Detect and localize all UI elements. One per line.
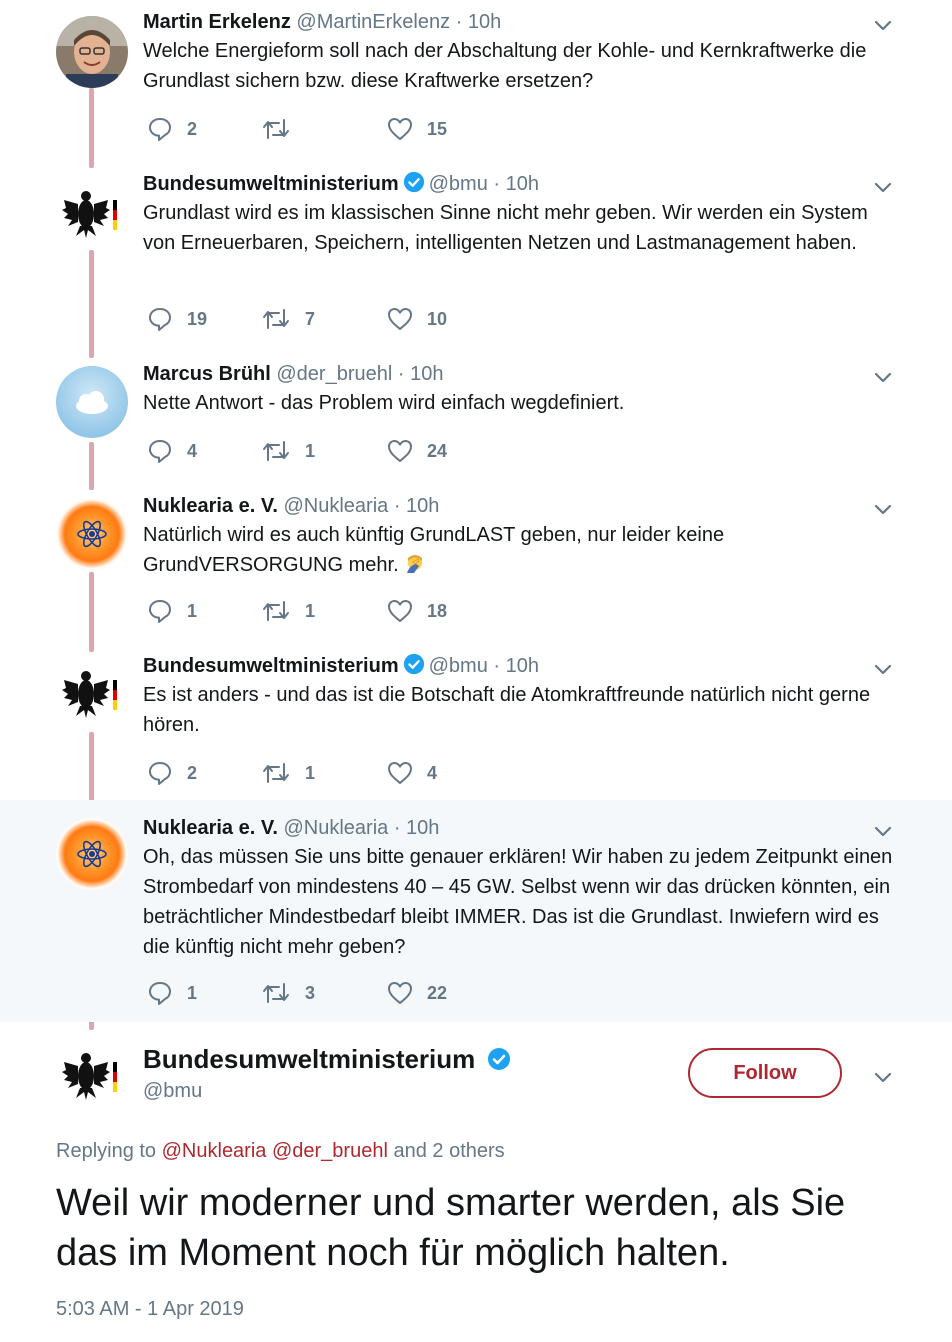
tweet-text (143, 198, 903, 258)
like-icon (387, 760, 413, 786)
reply-icon (147, 116, 173, 142)
replies-count: 19 (187, 308, 208, 329)
tweet-text-content: Grundlast wird es im klassischen Sinne nicht mehr geben. Wir werden ein System von Erneuerbaren, Speichern, intelligenten Netzen und Lastmanagement haben. (143, 202, 868, 254)
tweet-header (143, 171, 539, 197)
chevron-down-icon[interactable] (872, 176, 894, 198)
reply-icon (147, 306, 173, 332)
like-button[interactable] (387, 114, 447, 144)
avatar[interactable] (56, 818, 128, 890)
retweets-count: 1 (305, 762, 316, 783)
retweet-icon (261, 438, 291, 464)
main-author-handle[interactable]: @bmu (143, 1080, 203, 1102)
verified-badge-icon (487, 1047, 511, 1071)
tweet-header (143, 361, 443, 387)
retweet-icon (261, 980, 291, 1006)
likes-count: 15 (427, 118, 448, 139)
reply-button[interactable] (147, 436, 197, 466)
tweet-text (143, 388, 903, 418)
author-handle[interactable]: @Nuklearia (283, 495, 389, 517)
author-name[interactable]: Marcus Brühl (143, 363, 271, 385)
avatar[interactable] (56, 366, 128, 438)
main-tweet-text: Weil wir moderner und smarter werden, als Sie das im Moment noch für möglich halten. (56, 1182, 846, 1274)
tweet-text-content: Oh, das müssen Sie uns bitte genauer erklären! Wir haben zu jedem Zeitpunkt einen Strombedarf von mindestens 40 – 45 GW. Selbst wenn wir das drücken könnten, ein beträchtlicher Mindestbedarf bleibt IMMER. Das ist die Grundlast. Inwiefern wird es die künftig nicht mehr geben? (143, 846, 893, 958)
like-icon (387, 438, 413, 464)
tweet-time[interactable]: · 10h (397, 363, 444, 385)
author-name[interactable]: Nuklearia e. V. (143, 495, 278, 517)
reply-button[interactable] (147, 596, 197, 626)
tweet-text-content: Natürlich wird es auch künftig GrundLAST geben, nur leider keine GrundVERSORGUNG mehr. (143, 524, 725, 576)
avatar[interactable] (56, 178, 128, 250)
avatar[interactable] (56, 498, 128, 570)
like-icon (387, 598, 413, 624)
author-name[interactable]: Nuklearia e. V. (143, 817, 278, 839)
tweet-header (143, 653, 539, 679)
reply-icon (147, 980, 173, 1006)
reply-button[interactable] (147, 978, 197, 1008)
like-icon (387, 116, 413, 142)
retweet-button[interactable] (261, 304, 315, 334)
like-icon (387, 980, 413, 1006)
chevron-down-icon[interactable] (872, 498, 894, 520)
likes-count: 24 (427, 440, 448, 461)
like-button[interactable] (387, 436, 447, 466)
verified-badge-icon (403, 653, 425, 675)
replies-count: 2 (187, 762, 198, 783)
tweet-header (143, 493, 439, 519)
likes-count: 10 (427, 308, 448, 329)
retweets-count: 1 (305, 600, 316, 621)
tweet-time[interactable]: · 10h (455, 11, 502, 33)
tweet-header (143, 9, 501, 35)
replying-others-link[interactable]: and 2 others (393, 1140, 505, 1162)
author-name[interactable]: Bundesumweltministerium (143, 173, 399, 195)
chevron-down-icon[interactable] (872, 658, 894, 680)
replies-count: 1 (187, 982, 198, 1003)
author-handle[interactable]: @der_bruehl (276, 363, 393, 385)
tweet-time[interactable]: · 10h (493, 173, 539, 195)
retweet-icon (261, 116, 291, 142)
reply-button[interactable] (147, 114, 197, 144)
chevron-down-icon[interactable] (872, 1066, 894, 1088)
author-handle[interactable]: @bmu (428, 655, 488, 677)
like-button[interactable] (387, 596, 447, 626)
reply-icon (147, 598, 173, 624)
avatar[interactable] (56, 658, 128, 730)
retweet-icon (261, 306, 291, 332)
retweet-button[interactable] (261, 596, 315, 626)
verified-badge-icon (403, 171, 425, 193)
replies-count: 2 (187, 118, 198, 139)
eagle-logo-icon (56, 1040, 128, 1112)
retweet-button[interactable] (261, 114, 305, 144)
reply-icon (147, 438, 173, 464)
like-button[interactable] (387, 304, 447, 334)
facepalm-emoji-icon (404, 553, 426, 575)
tweet-time[interactable]: · 10h (493, 655, 539, 677)
avatar[interactable] (56, 16, 128, 88)
avatar[interactable] (56, 1040, 128, 1112)
replies-count: 1 (187, 600, 198, 621)
author-handle[interactable]: @bmu (428, 173, 488, 195)
reply-button[interactable] (147, 304, 207, 334)
retweets-count: 3 (305, 982, 316, 1003)
reply-button[interactable] (147, 758, 197, 788)
retweet-button[interactable] (261, 978, 315, 1008)
author-handle[interactable]: @MartinErkelenz (296, 11, 451, 33)
author-handle[interactable]: @Nuklearia (283, 817, 389, 839)
tweet-header (143, 815, 439, 841)
chevron-down-icon[interactable] (872, 820, 894, 842)
replying-prefix: Replying to (56, 1140, 157, 1162)
tweet-text (143, 520, 903, 580)
author-name[interactable]: Bundesumweltministerium (143, 655, 399, 677)
like-icon (387, 306, 413, 332)
follow-button[interactable]: Follow (688, 1048, 842, 1098)
retweet-icon (261, 598, 291, 624)
author-name[interactable]: Martin Erkelenz (143, 11, 291, 33)
retweets-count: 1 (305, 440, 316, 461)
likes-count: 22 (427, 982, 448, 1003)
chevron-down-icon[interactable] (872, 366, 894, 388)
tweet-text-content: Es ist anders - und das ist die Botschaft die Atomkraftfreunde natürlich nicht gerne hören. (143, 684, 871, 736)
tweet-time[interactable]: · 10h (393, 817, 440, 839)
tweet-text-content: Nette Antwort - das Problem wird einfach wegdefiniert. (143, 392, 625, 414)
tweet-timestamp[interactable]: 5:03 AM - 1 Apr 2019 (56, 1298, 244, 1320)
retweets-count: 7 (305, 308, 316, 329)
replies-count: 4 (187, 440, 198, 461)
like-button[interactable] (387, 758, 437, 788)
chevron-down-icon[interactable] (872, 14, 894, 36)
tweet-text (143, 36, 903, 96)
tweet-time[interactable]: · 10h (393, 495, 440, 517)
like-button[interactable] (387, 978, 447, 1008)
main-author-name-text: Bundesumweltministerium (143, 1044, 476, 1074)
replying-users-link[interactable]: @Nuklearia @der_bruehl (161, 1140, 388, 1162)
retweet-button[interactable] (261, 758, 315, 788)
replying-to (56, 1140, 505, 1163)
likes-count: 4 (427, 762, 438, 783)
reply-icon (147, 760, 173, 786)
tweet-text-content: Welche Energieform soll nach der Abschaltung der Kohle- und Kernkraftwerke die Grundlast sichern bzw. diese Kraftwerke ersetzen? (143, 40, 867, 92)
main-author-name[interactable] (143, 1043, 515, 1075)
retweet-button[interactable] (261, 436, 315, 466)
tweet-text (143, 680, 903, 740)
tweet-text (143, 842, 903, 962)
likes-count: 18 (427, 600, 448, 621)
retweet-icon (261, 760, 291, 786)
